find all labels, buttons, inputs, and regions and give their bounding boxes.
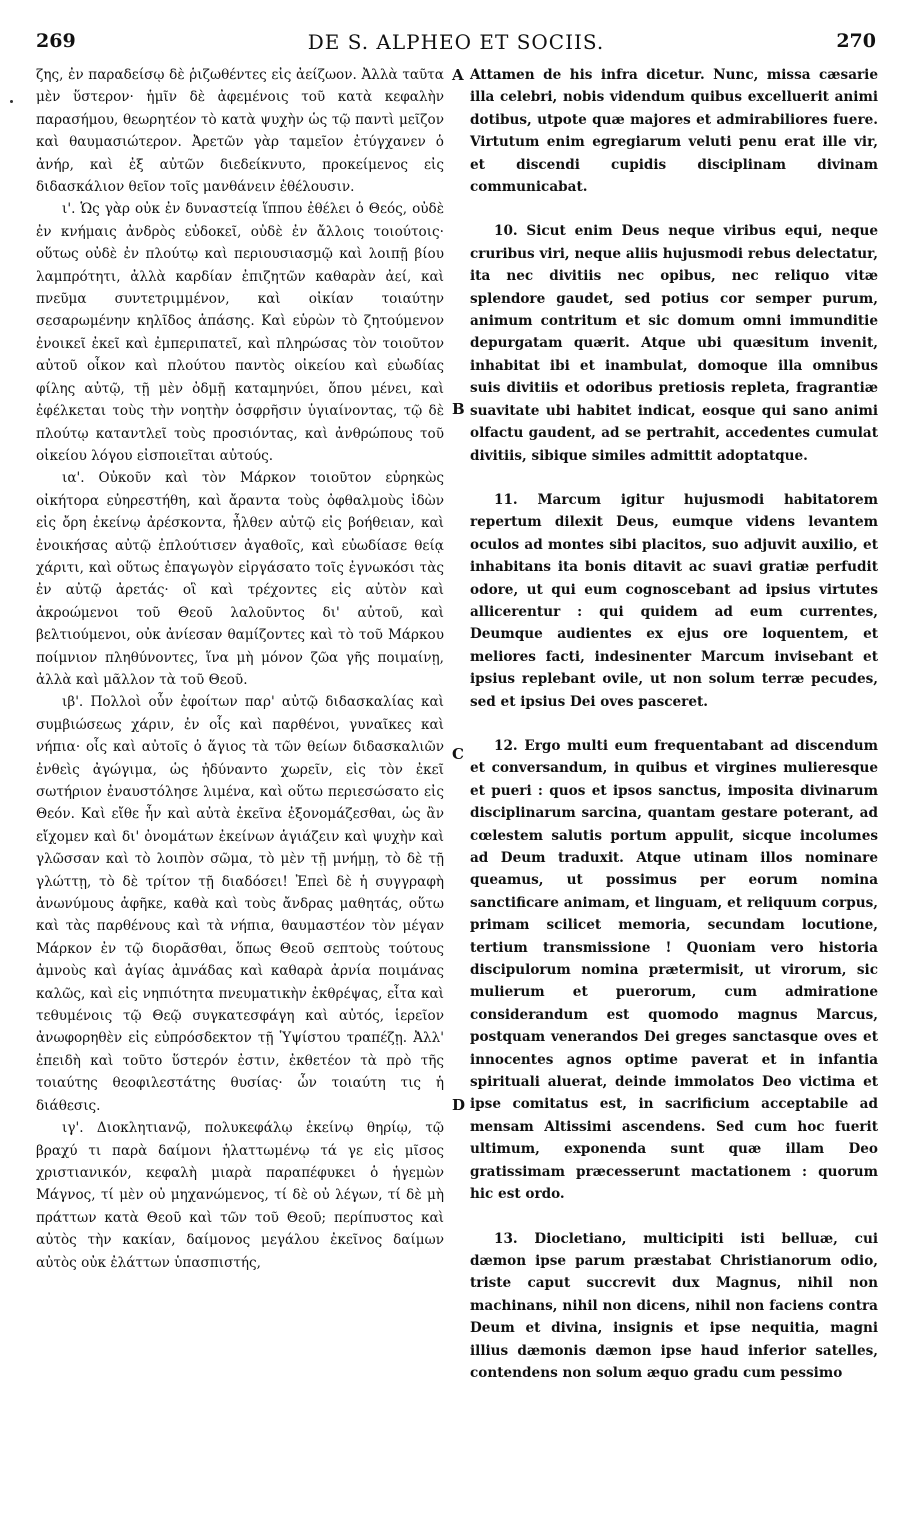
section-marker-c: C — [452, 745, 464, 763]
latin-paragraph-0: Attamen de his infra dicetur. Nunc, missa cæsarie illa celebri, nobis videndum quibus excelluerit animi dotibus, utpote quæ majores et admirabiliores fuere. Virtutum enim egregiarum veluti penu erat ille vir, et discendi cupidis disciplinam divinam communicabat. — [470, 67, 878, 196]
greek-paragraph-13: ιγ'. Διοκλητιανῷ, πολυκεφάλῳ ἐκείνῳ θηρίῳ, τῷ βραχύ τι παρὰ δαίμονι ἡλαττωμένῳ τά γε εἰς μῖσος χριστιανικόν, κεφαλὴ μιαρὰ παραπέφυκει ὁ ἡγεμὼν Μάγνος, τί μὲν οὐ μηχανώμενος, τί δὲ οὐ λέγων, τί δὲ μὴ πράττων κατὰ Θεοῦ καὶ τῶν τοῦ Θεοῦ; περίπυστος καὶ αὐτὸς τὴν κακίαν, δαίμονος μεγάλου ἐκεῖνος δαίμων αὐτὸς οὐκ ἐλάττων ὑπασπιστής, — [36, 1120, 444, 1271]
page-number-right: 270 — [836, 30, 876, 52]
running-header — [36, 30, 876, 60]
page-number-left: 269 — [36, 30, 76, 52]
greek-column — [36, 64, 444, 1274]
latin-paragraph-13: 13. Diocletiano, multicipiti isti belluæ, cui dæmon ipse parum præstabat Christianorum odio, triste caput succrevit dux Magnus, nihil non machinans, nihil non dicens, nihil non faciens contra Deum et divina, insignis et ipse nequitia, magni illius dæmonis dæmon ipse haud inferior satelles, contendens non solum æquo gradu cum pessimo — [470, 1230, 878, 1381]
greek-paragraph-10: ι'. Ὡς γὰρ οὐκ ἐν δυναστείᾳ ἵππου ἐθέλει ὁ Θεός, οὐδὲ ἐν κνήμαις ἀνδρὸς εὐδοκεῖ, οὐδὲ ἐν ἄλλοις τοιούτοις· οὕτως οὐδὲ ἐν πλούτῳ καὶ περιουσιασμῷ καὶ λοιπῇ βίου λαμπρότητι, ἀλλὰ καρδίαν ἐπιζητῶν καθαρὰν ἀεί, καὶ πνεῦμα συντετριμμένον, καὶ οἰκίαν τοιαύτην σεσαρωμένην κηλῖδος ἁπάσης. Καὶ εὑρὼν τὸ ζητούμενον ἐνοικεῖ ἐκεῖ καὶ ἐμπεριπατεῖ, καὶ πληρώσας τὸν τοιοῦτον αὐτοῦ οἶκον καὶ πλούτου παντὸς οἰκείου καὶ εὐωδίας φίλης αὐτῷ, τῇ μὲν ὀδμῇ καταμηνύει, ὅπου μένει, καὶ ἐφέλκεται τοὺς τὴν νοητὴν ὀσφρῆσιν ὑγιαίνοντας, τῷ δὲ πλούτῳ καταντλεῖ τοὺς προσιόντας, καὶ ἀνθρώπους τοῦ οἰκείου λόγου εἰσποιεῖται αὐτούς. — [36, 201, 444, 464]
latin-paragraph-10: 10. Sicut enim Deus neque viribus equi, neque cruribus viri, neque aliis hujusmodi rebus delectatur, ita nec divitiis nec opibus, nec reliquo vitæ splendore gaudet, sed potius cor semper purum, animum contritum et sic domum omni immunditie depurgatam quærit. Atque ubi quæsitum invenit, inhabitat ibi et inambulat, domoque illa omnibus suis divitiis et odoribus pretiosis repleta, fragrantiæ suavitate ubi habitet indicat, eosque qui sano animi olfactu gaudent, ad se pertrahit, accedentes cumulat divitiis, sibique similes admittit adoptatque. — [470, 223, 878, 464]
latin-paragraph-11: 11. Marcum igitur hujusmodi habitatorem repertum dilexit Deus, eumque videns levantem oculos ad montes sibi placitos, suo adjuvit auxilio, et inhabitans ita bonis ditavit ac suavi gratiæ perfudit odore, ut qui eum cognoscebant ad ipsius virtutes allicerentur : qui quidem ad eum currentes, Deumque audientes ex ejus ore loquentem, et meliores facti, indesinenter Marcum invisebant et ipsius replebant ovile, ut non solum terræ pecudes, sed et ipsius Dei oves pasceret. — [470, 491, 878, 710]
section-marker-d: D — [452, 1096, 466, 1114]
greek-paragraph-11: ια'. Οὐκοῦν καὶ τὸν Μάρκον τοιοῦτον εὑρηκὼς οἰκήτορα εὐηρεστήθη, καὶ ἄραντα τοὺς ὀφθαλμοὺς ἰδὼν εἰς ὄρη ἐκείνῳ ἀρέσκοντα, ἦλθεν αὐτῷ εἰς βοήθειαν, καὶ ἐνοικήσας αὐτῷ ἐπλούτισεν ἀγαθοῖς, καὶ εὐωδίασε θείᾳ χάριτι, καὶ οὕτως ἐπαγωγὸν εἰργάσατο τοῖς ἐγνωκόσι τὰς ἐν αὐτῷ ἀρετάς· οἳ καὶ τρέχοντες εἰς αὐτὸν καὶ ἀκροώμενοι τοῦ Θεοῦ λαλοῦντος δι' αὐτοῦ, καὶ βελτιούμενοι, οὐκ ἀνίεσαν θαμίζοντες καὶ τὸ τοῦ Μάρκου ποίμνιον πληθύνοντες, ἵνα μὴ μόνον ζῶα γῆς ποιμαίνῃ, ἀλλὰ καὶ μᾶλλον τὰ τοῦ Θεοῦ. — [36, 470, 444, 688]
section-marker-b: B — [452, 400, 465, 418]
section-marker-a: A — [452, 66, 464, 84]
running-title: DE S. ALPHEO ET SOCIIS. — [307, 30, 605, 54]
greek-paragraph-12: ιβ'. Πολλοὶ οὖν ἐφοίτων παρ' αὐτῷ διδασκαλίας καὶ συμβιώσεως χάριν, ἐν οἷς καὶ παρθένοι, γυναῖκες καὶ νήπια· οἷς καὶ αὐτοῖς ὁ ἅγιος τὰ τῶν θείων διδασκαλιῶν ἐνθεὶς ἀγώγιμα, ὡς ἠδύναντο χωρεῖν, εἰς τὸν ἐκεῖ σωτήριον ἐναυστόλησε λιμένα, καὶ οὕτω περιεσώσατο εἰς Θεόν. Καὶ εἴθε ἦν καὶ αὐτὰ ἐκεῖνα ἐξονομάζεσθαι, ὡς ἂν εἴχομεν καὶ δι' ὀνομάτων ἐκείνων ἁγιάζειν καὶ ψυχὴν καὶ γλῶσσαν καὶ τὸ λοιπὸν σῶμα, τὸ μὲν τῇ μνήμῃ, τὸ δὲ τῇ γλώττῃ, τὸ δὲ τρίτον τῇ διαδόσει! Ἐπεὶ δὲ ἡ συγγραφὴ ἀνωνύμους ἀφῆκε, καθὰ καὶ τοὺς ἄνδρας μαθητάς, οὕτω καὶ τὰς παρθένους καὶ τὰ νήπια, θαυμαστέον τὸν μέγαν Μάρκον ἐν τῷ διορᾶσθαι, ὅπως Θεοῦ σεπτοὺς τούτους ἀμνοὺς καὶ ἁγίας ἀμνάδας καὶ καθαρὰ ἀρνία ποιμάνας καλῶς, καὶ εἰς νηπιότητα πνευματικὴν ἐκθρέψας, εἶτα καὶ τεθυμένοις τῷ Θεῷ συγκατεσφάγη καὶ αὐτός, ἱερεῖον ἀνωφορηθὲν εἰς εὐπρόσδεκτον τῇ Ὑψίστου τραπέζῃ. Ἀλλ' ἐπειδὴ καὶ τοῦτο ὕστερόν ἐστιν, ἐκθετέον τὰ πρὸ τῆς τοιαύτης θεοφιλεστάτης θυσίας· ὧν τοιαύτη τις ἡ διάθεσις. — [36, 694, 444, 1114]
latin-column — [470, 64, 878, 1406]
margin-dot — [10, 100, 13, 103]
latin-paragraph-12: 12. Ergo multi eum frequentabant ad discendum et conversandum, in quibus et virgines mulieresque et pueri : quos et ipsos sanctus, imposita divinarum disciplinarum sarcina, quantam gestare poterant, ad cœlestem salutis portum appulit, sicque incolumes ad Deum traduxit. Atque utinam illos nominare queamus, ut possimus per eorum nomina sanctificare animam, et linguam, et reliquum corpus, primam scilicet memoria, secundam locutione, tertium transmissione ! Quoniam vero historia discipulorum nomina prætermisit, ut virorum, sic mulierum et puerorum, cum admiratione considerandum est quomodo magnus Marcus, postquam venerandos Dei greges sanctasque oves et innocentes agnos optime paverat et in infantia spirituali aluerat, deinde immolatos Deo victima et ipse comitatus est, in sacrificium acceptabile ad mensam Altissimi ascendens. Sed cum hoc fuerit ultimum, exponenda sunt quæ illam Deo gratissimam præcesserunt mactationem : quorum hic est ordo. — [470, 737, 878, 1203]
greek-paragraph-0: ζης, ἐν παραδείσῳ δὲ ῥιζωθέντες εἰς ἀείζωον. Ἀλλὰ ταῦτα μὲν ὕστερον· ἡμῖν δὲ ἀφεμένοις τοῦ κατὰ κεφαλὴν παρασήμου, θεωρητέον τὸ κατὰ ψυχὴν ὡς τῷ παντὶ μεῖζον καὶ θαυμασιώτερον. Ἀρετῶν γὰρ ταμεῖον ἐτύγχανεν ὁ ἀνήρ, καὶ ἐξ αὐτῶν διεδείκνυτο, προκείμενος εἰς διδασκάλιον θεῖον τοῖς μανθάνειν ἐθέλουσιν. — [36, 67, 444, 196]
